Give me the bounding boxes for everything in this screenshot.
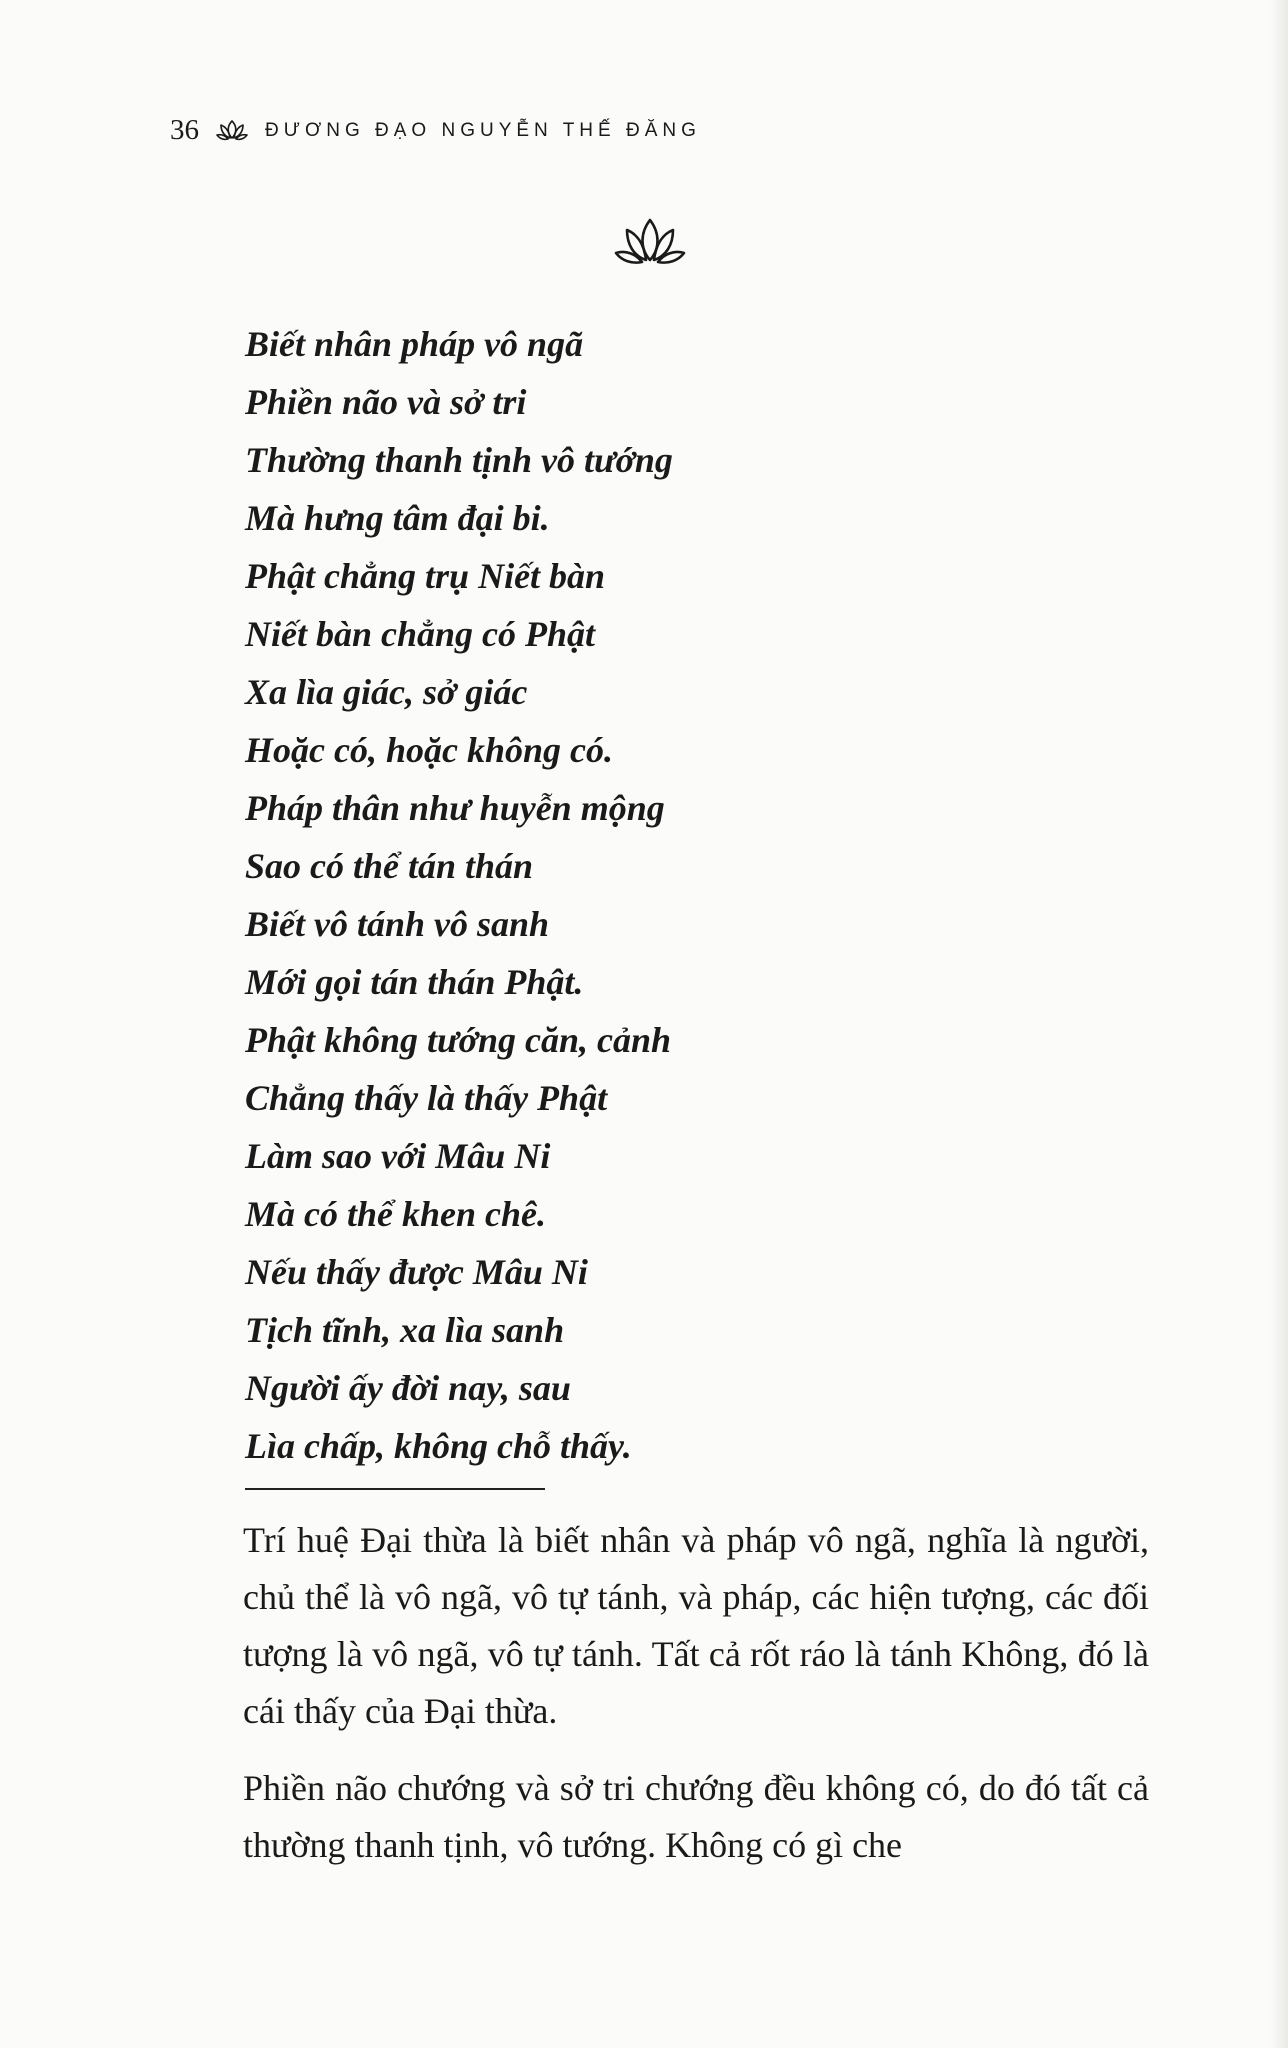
verse-line: Tịch tĩnh, xa lìa sanh bbox=[245, 1310, 565, 1350]
verse-line: Chẳng thấy là thấy Phật bbox=[245, 1078, 608, 1118]
verse bbox=[245, 315, 673, 1475]
book-title: ĐƯƠNG ĐẠO NGUYỄN THẾ ĐĂNG bbox=[265, 120, 701, 141]
verse-line: Phiền não và sở tri bbox=[245, 382, 527, 422]
verse-line: Sao có thể tán thán bbox=[245, 846, 534, 886]
verse-line: Thường thanh tịnh vô tướng bbox=[245, 440, 673, 480]
body-paragraph bbox=[243, 1760, 1149, 1874]
verse-line: Niết bàn chẳng có Phật bbox=[245, 614, 596, 654]
verse-line: Pháp thân như huyễn mộng bbox=[245, 788, 665, 828]
verse-line: Người ấy đời nay, sau bbox=[245, 1368, 571, 1408]
verse-line: Mà có thể khen chê. bbox=[245, 1194, 546, 1234]
verse-line: Xa lìa giác, sở giác bbox=[245, 672, 528, 712]
verse-line: Làm sao với Mâu Ni bbox=[245, 1136, 551, 1176]
section-divider bbox=[245, 1488, 545, 1490]
verse-line: Mới gọi tán thán Phật. bbox=[245, 962, 584, 1002]
verse-line: Lìa chấp, không chỗ thấy. bbox=[245, 1426, 632, 1466]
running-header bbox=[170, 110, 701, 150]
body-paragraph-text: Phiền não chướng và sở tri chướng đều không có, do đó tất cả thường thanh tịnh, vô tướng. Không có gì che bbox=[243, 1768, 1149, 1865]
verse-line: Mà hưng tâm đại bi. bbox=[245, 498, 550, 538]
page-edge bbox=[1270, 0, 1288, 2048]
verse-line: Phật không tướng căn, cảnh bbox=[245, 1020, 671, 1060]
page-number: 36 bbox=[170, 113, 199, 146]
verse-line: Hoặc có, hoặc không có. bbox=[245, 730, 613, 770]
lotus-icon bbox=[612, 216, 688, 266]
verse-line: Phật chẳng trụ Niết bàn bbox=[245, 556, 606, 596]
verse-line: Nếu thấy được Mâu Ni bbox=[245, 1252, 588, 1292]
lotus-icon bbox=[215, 119, 249, 141]
verse-line: Biết nhân pháp vô ngã bbox=[245, 324, 584, 364]
body-paragraph bbox=[243, 1512, 1149, 1740]
verse-line: Biết vô tánh vô sanh bbox=[245, 904, 550, 944]
body-paragraph-text: Trí huệ Đại thừa là biết nhân và pháp vô ngã, nghĩa là người, chủ thể là vô ngã, vô tự tánh, và pháp, các hiện tượng, các đối tượng là vô ngã, vô tự tánh. Tất cả rốt ráo là tánh Không, đó là cái thấy của Đại thừa. bbox=[243, 1520, 1149, 1731]
